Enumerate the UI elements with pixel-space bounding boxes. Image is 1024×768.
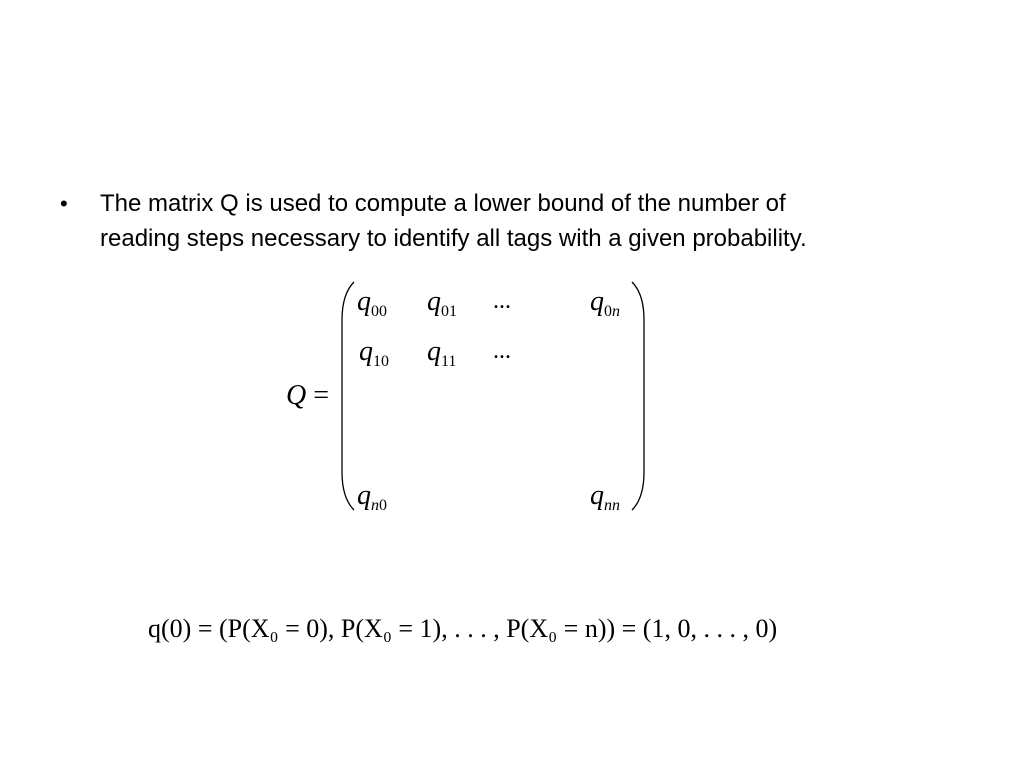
equals-sign: =	[313, 380, 330, 411]
matrix-ellipsis-row-1: ...	[493, 338, 511, 364]
matrix-cell-q00: $q_{00}$	[357, 286, 387, 320]
bullet-marker: •	[60, 191, 68, 216]
bullet-text	[100, 186, 960, 256]
bullet-text-line-2: reading steps necessary to identify all tags with a given probability.	[100, 225, 807, 252]
matrix-cell-q0n: $q_{0n}$	[590, 286, 620, 320]
matrix-cell-qnn: $q_{nn}$	[590, 480, 620, 514]
matrix-ellipsis-row-0: ...	[493, 288, 511, 314]
bullet-text-line-1: The matrix Q is used to compute a lower bound of the number of	[100, 190, 786, 217]
left-parenthesis	[338, 280, 358, 512]
matrix-cell-q01: $q_{01}$	[427, 286, 457, 320]
right-parenthesis	[628, 280, 648, 512]
matrix-name: Q	[286, 380, 307, 411]
matrix-cell-qn0: $q_{n0}$	[357, 480, 387, 514]
matrix-lhs	[286, 380, 329, 412]
initial-distribution-formula: q(0) = (P(X₀ = 0), P(X₀ = 1), . . . , P(X₀ = n)) = (1, 0, . . . , 0)	[148, 614, 778, 643]
matrix-cell-q11: $q_{11}$	[427, 336, 457, 370]
matrix-cell-q10: $q_{10}$	[359, 336, 389, 370]
